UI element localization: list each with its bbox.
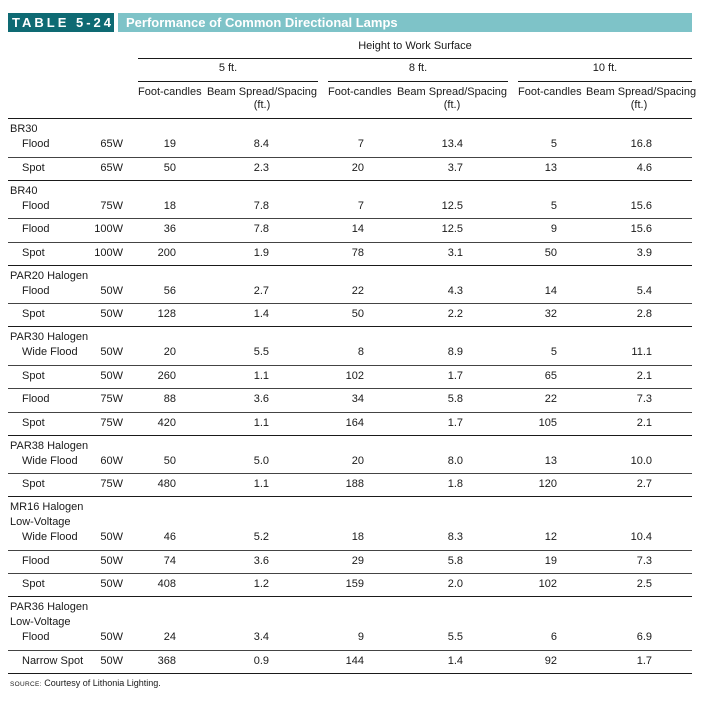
wattage: 50W bbox=[100, 308, 123, 320]
beam-spread-8ft: 5.8 bbox=[447, 554, 463, 567]
foot-candles-10ft: 13 bbox=[544, 161, 557, 174]
row-divider bbox=[8, 388, 692, 389]
lamp-type: Flood bbox=[22, 284, 50, 297]
foot-candles-8ft: 7 bbox=[357, 199, 364, 212]
group-divider bbox=[8, 265, 692, 266]
foot-candles-5ft: 46 bbox=[163, 531, 176, 543]
foot-candles-8ft: 188 bbox=[345, 478, 364, 490]
header-beam-spread: Beam Spread/Spacing (ft.) bbox=[206, 86, 318, 111]
beam-spread-5ft: 7.8 bbox=[253, 223, 269, 235]
beam-spread-5ft: 1.4 bbox=[253, 308, 269, 320]
wattage: 50W bbox=[100, 554, 123, 567]
header-height-10ft: 10 ft. bbox=[592, 62, 618, 74]
lamp-type: Wide Flood bbox=[22, 454, 78, 467]
foot-candles-10ft: 6 bbox=[550, 631, 557, 643]
foot-candles-8ft: 14 bbox=[351, 223, 364, 235]
foot-candles-10ft: 92 bbox=[544, 654, 557, 667]
beam-spread-10ft: 11.1 bbox=[631, 346, 652, 358]
row-divider bbox=[8, 650, 692, 651]
foot-candles-5ft: 420 bbox=[157, 416, 176, 429]
foot-candles-8ft: 7 bbox=[357, 138, 364, 150]
foot-candles-10ft: 32 bbox=[544, 308, 557, 320]
beam-spread-10ft: 7.3 bbox=[636, 554, 652, 567]
wattage: 100W bbox=[94, 223, 123, 235]
beam-spread-10ft: 2.1 bbox=[636, 369, 652, 382]
lamp-type: Flood bbox=[22, 138, 50, 150]
foot-candles-5ft: 408 bbox=[157, 578, 176, 590]
foot-candles-10ft: 9 bbox=[550, 223, 557, 235]
beam-spread-8ft: 13.4 bbox=[441, 138, 463, 150]
wattage: 75W bbox=[100, 478, 123, 490]
beam-spread-10ft: 6.9 bbox=[636, 631, 652, 643]
foot-candles-8ft: 20 bbox=[351, 161, 364, 174]
lamp-group-name: MR16 Halogen bbox=[10, 501, 84, 513]
beam-spread-10ft: 2.7 bbox=[636, 478, 652, 490]
foot-candles-5ft: 24 bbox=[163, 631, 176, 643]
wattage: 75W bbox=[100, 416, 123, 429]
wattage: 50W bbox=[100, 284, 123, 297]
row-divider bbox=[8, 573, 692, 574]
lamp-type: Narrow Spot bbox=[22, 654, 84, 667]
beam-spread-5ft: 1.1 bbox=[253, 369, 269, 382]
beam-spread-5ft: 1.9 bbox=[253, 246, 269, 259]
wattage: 100W bbox=[94, 246, 123, 259]
lamp-type: Flood bbox=[22, 393, 50, 405]
lamp-type: Spot bbox=[22, 161, 45, 174]
beam-spread-8ft: 1.8 bbox=[447, 478, 463, 490]
header-height-to-work-surface: Height to Work Surface bbox=[358, 40, 472, 52]
beam-spread-5ft: 5.0 bbox=[253, 454, 269, 467]
foot-candles-8ft: 34 bbox=[351, 393, 364, 405]
beam-spread-5ft: 3.4 bbox=[253, 631, 269, 643]
lamp-type: Flood bbox=[22, 554, 50, 567]
beam-spread-5ft: 1.2 bbox=[253, 578, 269, 590]
row-divider bbox=[8, 473, 692, 474]
header-height-5ft: 5 ft. bbox=[218, 62, 238, 74]
row-divider bbox=[8, 242, 692, 243]
foot-candles-10ft: 5 bbox=[550, 199, 557, 212]
beam-spread-8ft: 12.5 bbox=[441, 223, 463, 235]
lamp-group-name: PAR20 Halogen bbox=[10, 269, 89, 282]
foot-candles-5ft: 260 bbox=[157, 369, 176, 382]
beam-spread-5ft: 3.6 bbox=[253, 393, 269, 405]
lamp-group-name: Low-Voltage bbox=[10, 616, 71, 628]
lamp-type: Flood bbox=[22, 199, 50, 212]
lamp-group-name: Low-Voltage bbox=[10, 516, 71, 528]
header-foot-candles: Foot-candles bbox=[328, 86, 392, 98]
beam-spread-8ft: 3.1 bbox=[447, 246, 463, 259]
group-divider bbox=[8, 435, 692, 436]
beam-spread-8ft: 1.7 bbox=[447, 416, 463, 429]
beam-spread-5ft: 2.7 bbox=[253, 284, 269, 297]
group-divider bbox=[8, 596, 692, 597]
foot-candles-8ft: 159 bbox=[345, 578, 364, 590]
lamp-type: Wide Flood bbox=[22, 531, 78, 543]
foot-candles-5ft: 19 bbox=[163, 138, 176, 150]
foot-candles-8ft: 78 bbox=[351, 246, 364, 259]
beam-spread-10ft: 2.1 bbox=[636, 416, 652, 429]
lamp-type: Flood bbox=[22, 223, 50, 235]
wattage: 75W bbox=[100, 393, 123, 405]
lamp-type: Flood bbox=[22, 631, 50, 643]
header-foot-candles: Foot-candles bbox=[518, 86, 582, 98]
foot-candles-8ft: 20 bbox=[351, 454, 364, 467]
beam-spread-8ft: 2.0 bbox=[447, 578, 463, 590]
foot-candles-8ft: 18 bbox=[351, 531, 364, 543]
foot-candles-5ft: 368 bbox=[157, 654, 176, 667]
wattage: 75W bbox=[100, 199, 123, 212]
beam-spread-8ft: 12.5 bbox=[441, 199, 463, 212]
lamp-type: Spot bbox=[22, 478, 45, 490]
row-divider bbox=[8, 412, 692, 413]
foot-candles-5ft: 128 bbox=[157, 308, 176, 320]
beam-spread-10ft: 15.6 bbox=[630, 223, 652, 235]
beam-spread-8ft: 4.3 bbox=[447, 284, 463, 297]
beam-spread-8ft: 1.7 bbox=[447, 369, 463, 382]
lamp-group-name: BR40 bbox=[10, 184, 38, 197]
lamp-group-name: PAR38 Halogen bbox=[10, 439, 89, 452]
wattage: 50W bbox=[100, 578, 123, 590]
beam-spread-8ft: 5.5 bbox=[447, 631, 463, 643]
wattage: 60W bbox=[100, 454, 123, 467]
beam-spread-10ft: 2.5 bbox=[636, 578, 652, 590]
lamp-type: Spot bbox=[22, 369, 45, 382]
beam-spread-10ft: 1.7 bbox=[636, 654, 652, 667]
foot-candles-10ft: 12 bbox=[544, 531, 557, 543]
wattage: 65W bbox=[100, 138, 123, 150]
beam-spread-8ft: 8.9 bbox=[447, 346, 463, 358]
source-label: SOURCE: bbox=[10, 680, 42, 688]
header-rule-5ft bbox=[138, 81, 318, 82]
wattage: 50W bbox=[100, 531, 123, 543]
foot-candles-10ft: 13 bbox=[544, 454, 557, 467]
foot-candles-10ft: 5 bbox=[550, 138, 557, 150]
beam-spread-5ft: 1.1 bbox=[253, 478, 269, 490]
foot-candles-8ft: 144 bbox=[345, 654, 364, 667]
beam-spread-8ft: 1.4 bbox=[447, 654, 463, 667]
foot-candles-5ft: 480 bbox=[157, 478, 176, 490]
row-divider bbox=[8, 157, 692, 158]
foot-candles-10ft: 5 bbox=[550, 346, 557, 358]
foot-candles-5ft: 88 bbox=[163, 393, 176, 405]
beam-spread-5ft: 5.2 bbox=[253, 531, 269, 543]
foot-candles-8ft: 22 bbox=[351, 284, 364, 297]
beam-spread-8ft: 8.3 bbox=[447, 531, 463, 543]
beam-spread-10ft: 10.0 bbox=[630, 454, 652, 467]
lamp-type: Spot bbox=[22, 246, 45, 259]
beam-spread-5ft: 1.1 bbox=[253, 416, 269, 429]
header-foot-candles: Foot-candles bbox=[138, 86, 202, 98]
header-height-8ft: 8 ft. bbox=[408, 62, 428, 74]
wattage: 50W bbox=[100, 346, 123, 358]
foot-candles-5ft: 200 bbox=[157, 246, 176, 259]
row-divider bbox=[8, 550, 692, 551]
group-divider bbox=[8, 180, 692, 181]
lamp-group-name: PAR36 Halogen bbox=[10, 601, 89, 613]
wattage: 65W bbox=[100, 161, 123, 174]
lamp-type: Spot bbox=[22, 578, 45, 590]
source-text: Courtesy of Lithonia Lighting. bbox=[44, 677, 161, 688]
group-divider bbox=[8, 326, 692, 327]
lamp-type: Wide Flood bbox=[22, 346, 78, 358]
foot-candles-5ft: 18 bbox=[163, 199, 176, 212]
source-note bbox=[10, 678, 161, 688]
beam-spread-8ft: 5.8 bbox=[447, 393, 463, 405]
foot-candles-5ft: 50 bbox=[163, 161, 176, 174]
lamp-type: Spot bbox=[22, 416, 45, 429]
header-beam-spread: Beam Spread/Spacing (ft.) bbox=[396, 86, 508, 111]
lamp-group-name: BR30 bbox=[10, 123, 38, 135]
beam-spread-10ft: 3.9 bbox=[636, 246, 652, 259]
foot-candles-5ft: 50 bbox=[163, 454, 176, 467]
group-divider bbox=[8, 496, 692, 497]
foot-candles-8ft: 29 bbox=[351, 554, 364, 567]
beam-spread-10ft: 16.8 bbox=[630, 138, 652, 150]
foot-candles-10ft: 22 bbox=[544, 393, 557, 405]
beam-spread-8ft: 2.2 bbox=[447, 308, 463, 320]
beam-spread-5ft: 0.9 bbox=[253, 654, 269, 667]
header-beam-spread: Beam Spread/Spacing (ft.) bbox=[586, 86, 697, 111]
foot-candles-10ft: 19 bbox=[544, 554, 557, 567]
beam-spread-10ft: 4.6 bbox=[636, 161, 652, 174]
beam-spread-10ft: 5.4 bbox=[636, 284, 652, 297]
foot-candles-10ft: 65 bbox=[544, 369, 557, 382]
beam-spread-5ft: 7.8 bbox=[253, 199, 269, 212]
foot-candles-10ft: 50 bbox=[544, 246, 557, 259]
foot-candles-10ft: 102 bbox=[538, 578, 557, 590]
beam-spread-8ft: 8.0 bbox=[447, 454, 463, 467]
foot-candles-8ft: 164 bbox=[345, 416, 364, 429]
header-rule bbox=[138, 58, 692, 59]
group-divider bbox=[8, 673, 692, 674]
wattage: 50W bbox=[100, 631, 123, 643]
row-divider bbox=[8, 365, 692, 366]
beam-spread-10ft: 10.4 bbox=[630, 531, 652, 543]
beam-spread-5ft: 2.3 bbox=[253, 161, 269, 174]
lamp-type: Spot bbox=[22, 308, 45, 320]
lamp-group-name: PAR30 Halogen bbox=[10, 331, 89, 343]
beam-spread-8ft: 3.7 bbox=[447, 161, 463, 174]
beam-spread-5ft: 8.4 bbox=[253, 138, 269, 150]
wattage: 50W bbox=[100, 369, 123, 382]
wattage: 50W bbox=[100, 654, 123, 667]
group-divider bbox=[8, 118, 692, 119]
table-title: Performance of Common Directional Lamps bbox=[118, 13, 692, 32]
header-rule-10ft bbox=[518, 81, 692, 82]
foot-candles-8ft: 50 bbox=[351, 308, 364, 320]
foot-candles-5ft: 74 bbox=[163, 554, 176, 567]
foot-candles-10ft: 105 bbox=[538, 416, 557, 429]
row-divider bbox=[8, 218, 692, 219]
beam-spread-10ft: 2.8 bbox=[636, 308, 652, 320]
table-title-bar bbox=[8, 13, 692, 32]
beam-spread-10ft: 7.3 bbox=[636, 393, 652, 405]
foot-candles-10ft: 14 bbox=[544, 284, 557, 297]
beam-spread-10ft: 15.6 bbox=[630, 199, 652, 212]
foot-candles-5ft: 20 bbox=[163, 346, 176, 358]
beam-spread-5ft: 3.6 bbox=[253, 554, 269, 567]
foot-candles-8ft: 8 bbox=[357, 346, 364, 358]
header-rule-8ft bbox=[328, 81, 508, 82]
table-label: TABLE 5-24 bbox=[8, 13, 114, 32]
foot-candles-8ft: 102 bbox=[345, 369, 364, 382]
foot-candles-5ft: 56 bbox=[163, 284, 176, 297]
foot-candles-5ft: 36 bbox=[163, 223, 176, 235]
row-divider bbox=[8, 303, 692, 304]
beam-spread-5ft: 5.5 bbox=[253, 346, 269, 358]
foot-candles-8ft: 9 bbox=[357, 631, 364, 643]
foot-candles-10ft: 120 bbox=[538, 478, 557, 490]
